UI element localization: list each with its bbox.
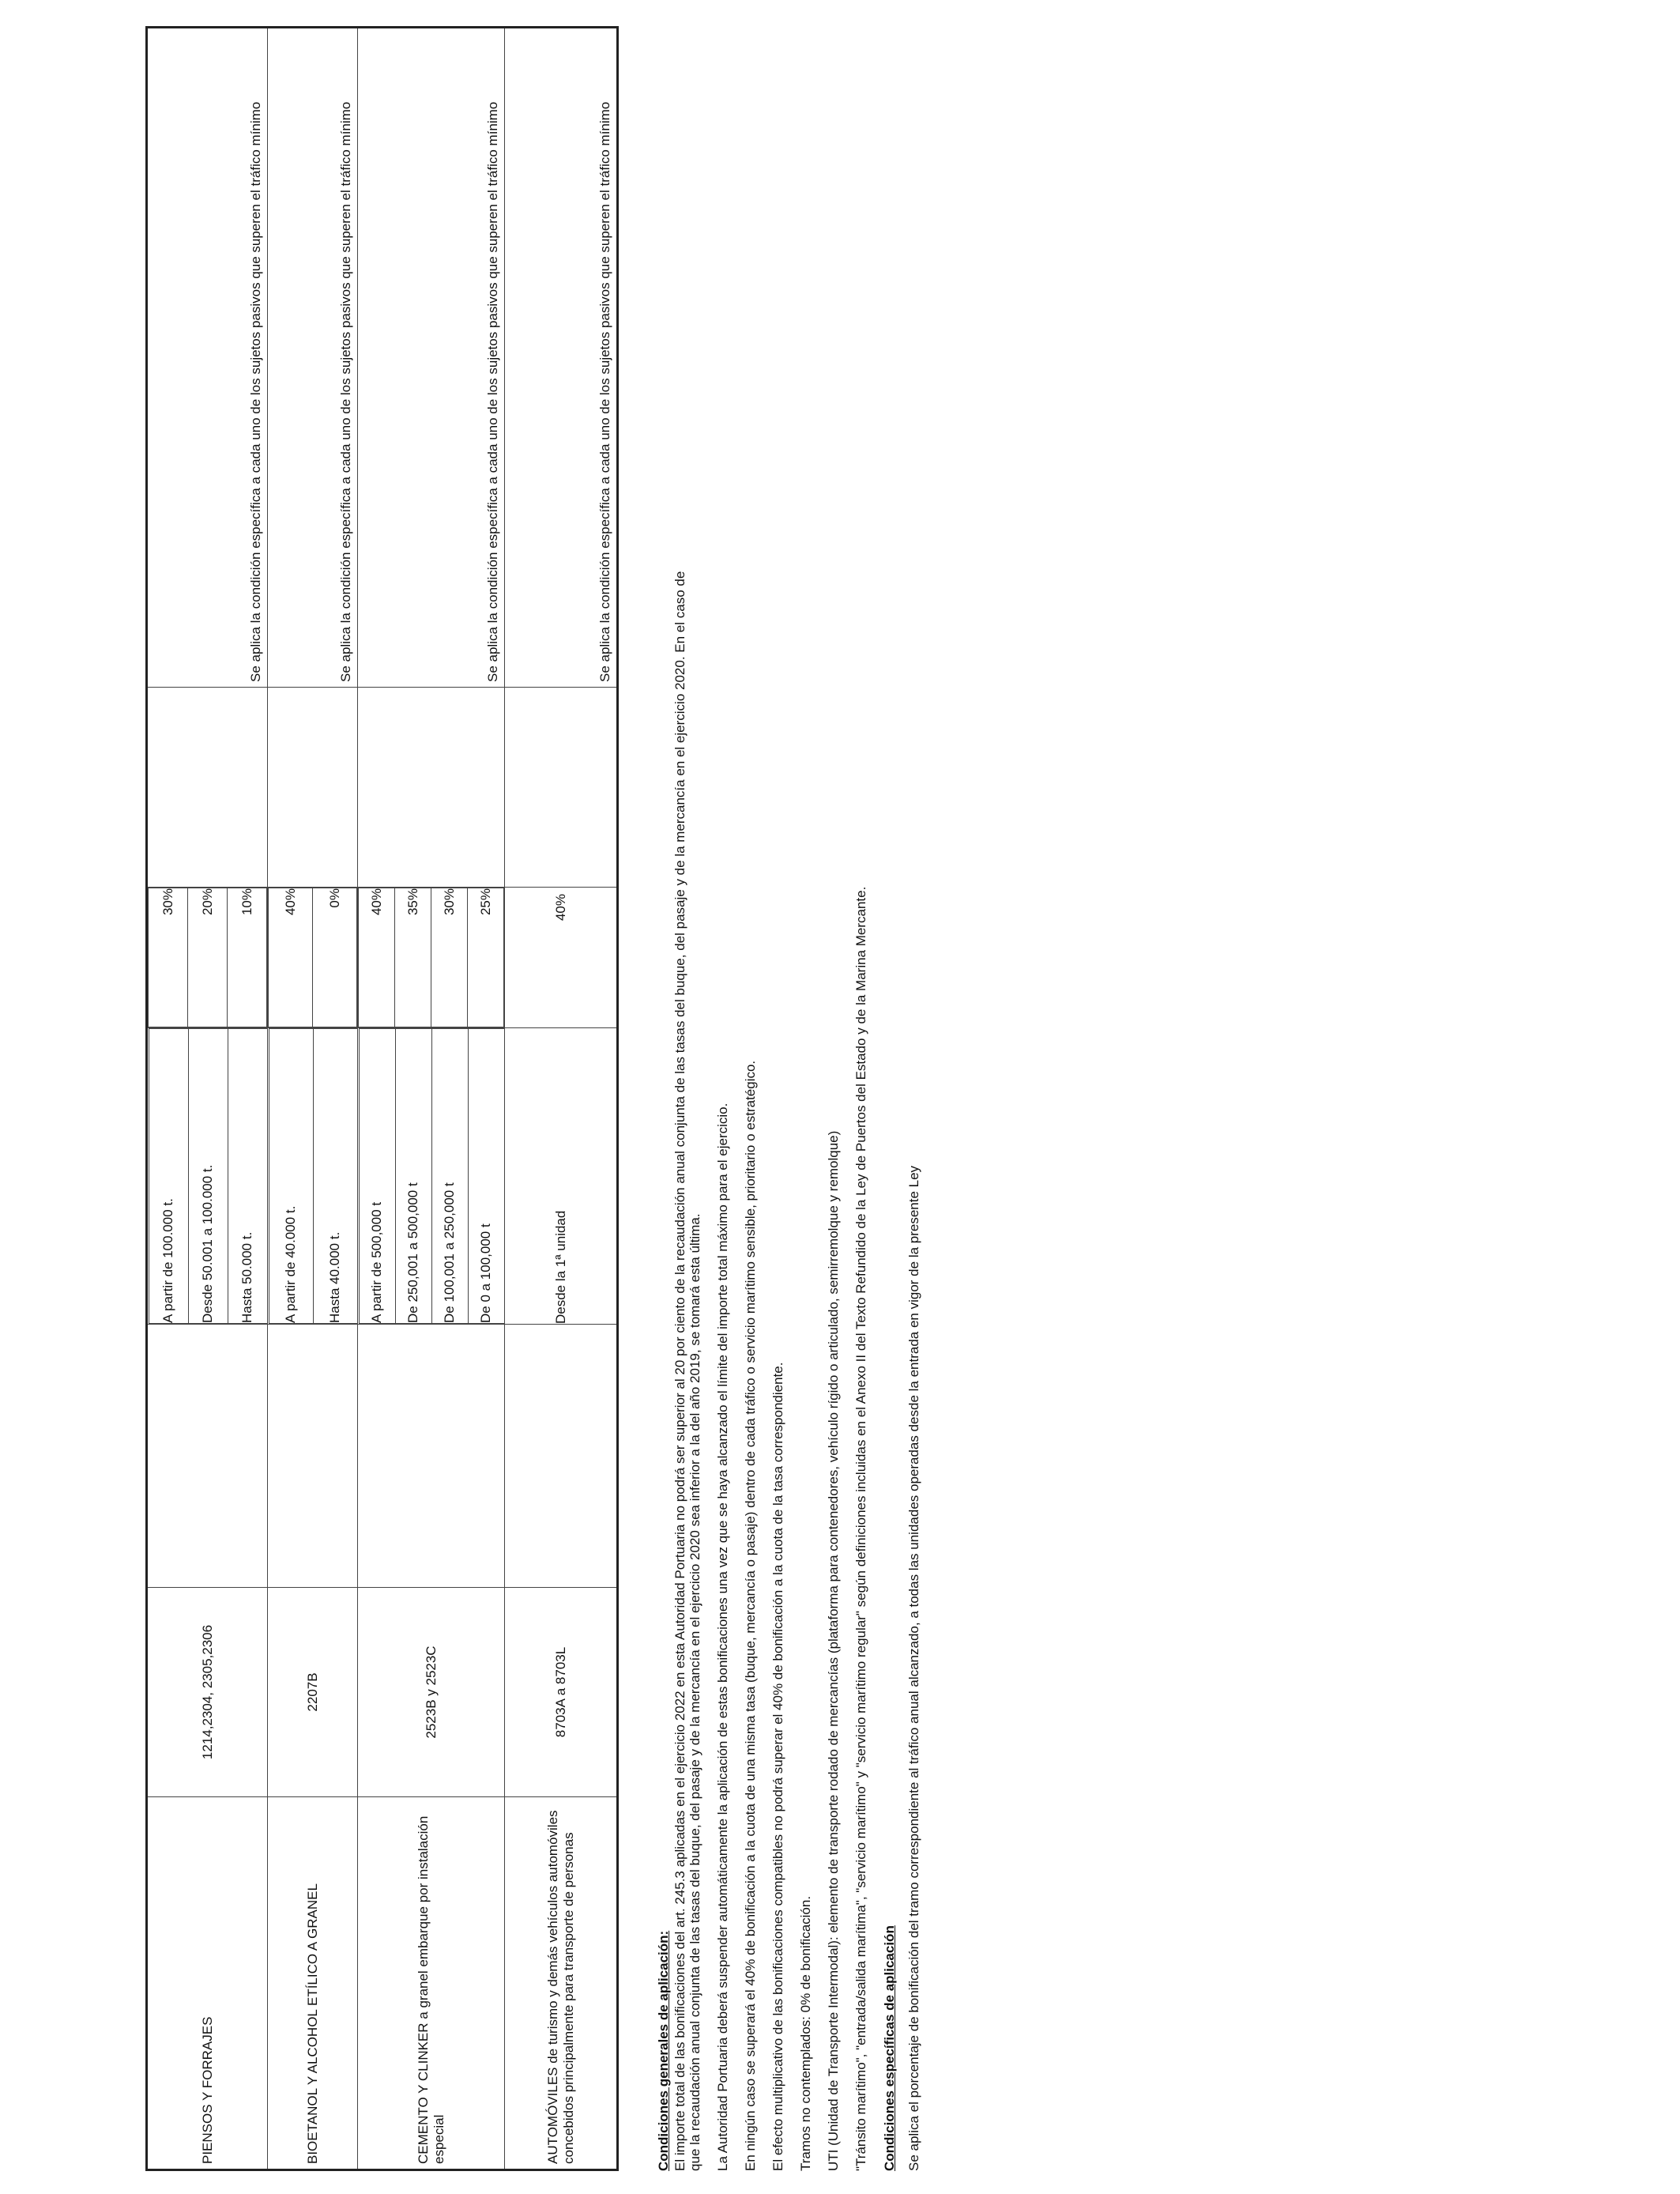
bonificacion-item: 0% <box>313 888 357 1027</box>
condition-cell: Se aplica la condición específica a cada uno de los sujetos pasivos que superen el tráfico mínimo <box>268 28 358 688</box>
general-condition-line: "Tránsito marítimo", "entrada/salida marítima", "servicio marítimo" y "servicio marítimo regular" según definiciones incluidas en el Anexo II del Texto Refundido de la Ley de Puertos del Estado y de la Marina Mercante. <box>853 886 868 2171</box>
bonificacion-cell: 40% <box>505 888 618 1028</box>
tramo-list <box>269 1028 357 1324</box>
empty-cell <box>147 688 268 888</box>
bonificacion-cell <box>358 888 505 1028</box>
tramo-item: A partir de 500,000 t <box>359 1029 395 1324</box>
specific-conditions-list <box>906 21 921 2171</box>
general-condition-line: Tramos no contemplados: 0% de bonificación. <box>798 1895 813 2171</box>
tramo-cell <box>358 1028 505 1325</box>
general-condition-line: El efecto multiplicativo de las bonificaciones compatibles no podrá superar el 40% de bonificación a la cuota de la tasa correspondiente. <box>770 1362 785 2171</box>
empty-cell <box>505 688 618 888</box>
empty-cell <box>147 1325 268 1588</box>
empty-cell <box>268 688 358 888</box>
tramo-item: Hasta 50.000 t. <box>228 1029 267 1324</box>
tramo-item: Desde 50.001 a 100.000 t. <box>188 1029 228 1324</box>
code-cell: 1214,2304, 2305,2306 <box>147 1588 268 1797</box>
code-cell: 2523B y 2523C <box>358 1588 505 1797</box>
tramo-item: De 100,001 a 250,000 t <box>431 1029 468 1324</box>
tramo-item: De 250,001 a 500,000 t <box>395 1029 431 1324</box>
bonificacion-cell <box>147 888 268 1028</box>
bonificacion-item: 20% <box>188 888 228 1027</box>
bonificacion-item: 30% <box>431 888 468 1027</box>
product-cell: AUTOMÓVILES de turismo y demás vehículos automóviles concebidos principalmente para transporte de personas <box>505 1797 618 2170</box>
bonificacion-item: 40% <box>269 888 313 1027</box>
code-cell: 2207B <box>268 1588 358 1797</box>
table-row <box>358 28 505 2170</box>
condition-cell: Se aplica la condición específica a cada uno de los sujetos pasivos que superen el tráfico mínimo <box>147 28 268 688</box>
table-body <box>147 28 618 2170</box>
table-row <box>505 28 618 2170</box>
bonificacion-item: 25% <box>468 888 504 1027</box>
notes-section <box>656 21 921 2171</box>
specific-condition-line: Se aplica el porcentaje de bonificación del tramo correspondiente al tráfico anual alcanzado, a todas las unidades operadas desde la entrada en vigor de la presente Ley <box>906 1165 921 2171</box>
specific-conditions-heading: Condiciones específicas de aplicación <box>882 1925 897 2171</box>
general-conditions-heading: Condiciones generales de aplicación: <box>656 1930 671 2171</box>
tramo-item: A partir de 40.000 t. <box>269 1029 313 1324</box>
bonificacion-item: 10% <box>228 888 267 1027</box>
tramo-cell <box>147 1028 268 1325</box>
condition-cell: Se aplica la condición específica a cada uno de los sujetos pasivos que superen el tráfico mínimo <box>358 28 505 688</box>
bonificacion-item: 35% <box>395 888 431 1027</box>
general-conditions-list <box>672 21 868 2171</box>
table-row <box>268 28 358 2170</box>
empty-cell <box>505 1325 618 1588</box>
tramo-list <box>359 1028 504 1324</box>
product-cell: CEMENTO Y CLINKER a granel embarque por instalación especial <box>358 1797 505 2170</box>
empty-cell <box>358 688 505 888</box>
tramo-item: De 0 a 100,000 t <box>468 1029 504 1324</box>
code-cell: 8703A a 8703L <box>505 1588 618 1797</box>
tramo-cell: Desde la 1ª unidad <box>505 1028 618 1325</box>
general-condition-line: El importe total de las bonificaciones del art. 245.3 aplicadas en el ejercicio 2022 en esta Autoridad Portuaria no podrá ser superior al 20 por ciento de la recaudación anual conjunta de las tasas del buque, del pasaje y de la mercancía en el ejercicio 2020. En el caso de <box>672 571 687 2171</box>
tramo-item: A partir de 100.000 t. <box>149 1029 188 1324</box>
tramo-cell <box>268 1028 358 1325</box>
bonificacion-list <box>358 888 504 1027</box>
bonificaciones-table <box>145 26 619 2171</box>
bonificacion-cell <box>268 888 358 1028</box>
bonificacion-item: 30% <box>149 888 188 1027</box>
product-cell: BIOETANOL Y ALCOHOL ETÍLICO A GRANEL <box>268 1797 358 2170</box>
condition-cell: Se aplica la condición específica a cada uno de los sujetos pasivos que superen el tráfico mínimo <box>505 28 618 688</box>
table-row <box>147 28 268 2170</box>
bonificacion-list <box>148 888 267 1027</box>
empty-cell <box>358 1325 505 1588</box>
bonificacion-item: 40% <box>359 888 395 1027</box>
general-condition-line: que la recaudación anual conjunta de las tasas del buque, del pasaje y de la mercancía en el ejercicio 2020 sea inferior a la del año 2019, se tomará esta última. <box>687 1213 703 2171</box>
general-condition-line: En ningún caso se superará el 40% de bonificación a la cuota de una misma tasa (buque, mercancía o pasaje) dentro de cada tráfico o servicio marítimo sensible, prioritario o estratégico. <box>743 1060 758 2171</box>
product-cell: PIENSOS Y FORRAJES <box>147 1797 268 2170</box>
tramo-list <box>149 1028 267 1324</box>
empty-cell <box>268 1325 358 1588</box>
tramo-item: Hasta 40.000 t. <box>313 1029 357 1324</box>
general-condition-line: La Autoridad Portuaria deberá suspender automáticamente la aplicación de estas bonificaciones una vez que se haya alcanzado el límite del importe total máximo para el ejercicio. <box>715 1103 730 2171</box>
general-condition-line: UTI (Unidad de Transporte Intermodal): elemento de transporte rodado de mercancías (plataforma para contenedores, vehículo rígido o articulado, semirremolque y remolque) <box>826 1130 841 2171</box>
bonificacion-list <box>268 888 357 1027</box>
